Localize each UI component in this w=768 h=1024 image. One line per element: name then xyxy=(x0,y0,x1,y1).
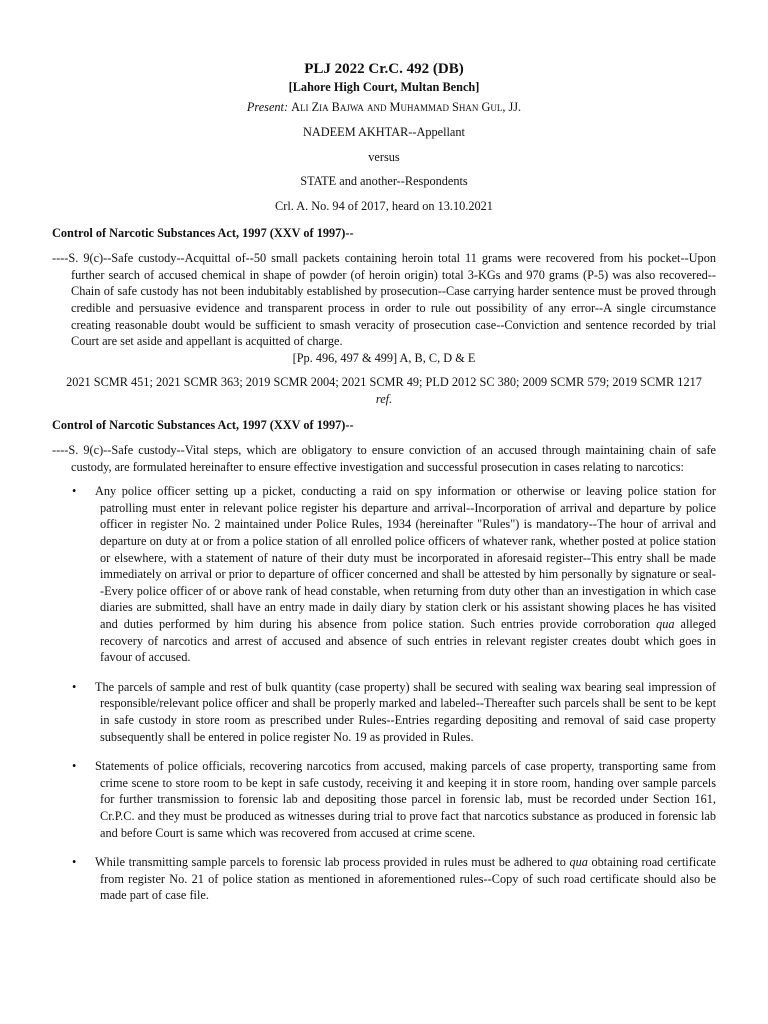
list-item-text: The parcels of sample and rest of bulk quantity (case property) shall be secured with sealing wax bearing seal impression of responsible/relevant police officer and shall be properly marked and labeled--Thereafter such parcels shall be sent to be kept in safe custody in store room as prescribed under Rules--Entries regarding depositing and removal of said case property subsequently shall be entered in police register No. 19 as provided in Rules. xyxy=(95,679,716,744)
bullet-marker: • xyxy=(72,855,77,870)
court-name: [Lahore High Court, Multan Bench] xyxy=(288,80,480,94)
statute-heading-1: Control of Narcotic Substances Act, 1997 (XXV of 1997)-- xyxy=(52,225,354,240)
list-item xyxy=(72,483,716,666)
bench-present xyxy=(52,99,716,116)
list-item xyxy=(72,679,716,745)
statute-heading-2: Control of Narcotic Substances Act, 1997 (XXV of 1997)-- xyxy=(52,417,354,432)
present-label: Present: xyxy=(246,99,289,114)
list-item-text: Statements of police officials, recovering narcotics from accused, making parcels of case property, transporting same from crime scene to store room to be kept in safe custody, receiving it and keeping it in store room, handing over sample parcels for further transmission to forensic lab and depositing those parcel in forensic lab, must be recorded under Section 161, Cr.P.C. and they must be produced as witnesses during trial to prove fact that narcotics substance as produced in forensic lab and before Court is same which was recovered from accused at crime scene. xyxy=(95,759,716,840)
list-item-text: Any police officer setting up a picket, conducting a raid on spy information or otherwise or leaving police station for patrolling must enter in relevant police register his departure and arrival--Incorporation of arrival and departure by police officer in register No. 2 maintained under Police Rules, 1934 (hereinafter "Rules") is mandatory--The hour of arrival and departure on duty at or from a police station of all enrolled police officers of whatever rank, whether posted at police station or elsewhere, with a statement of nature of their duty must be incorporated in aforesaid register--This entry shall be made immediately on arrival or prior to departure of officer concerned and shall be attested by him personally by signature or seal--Every police officer of or above rank of head constable, when returning from duty other than an investigation in which case diaries are submitted, shall have an entry made in daily diary by station clerk or his assistant showing places he has visited and duties performed by him during his absence from police station. Such entries provide corroboration qua alleged recovery of narcotics and arrest of accused and absence of such entries in relevant register creates doubt which goes in favour of accused. xyxy=(95,484,717,665)
headnote-2: ----S. 9(c)--Safe custody--Vital steps, which are obligatory to ensure conviction of an accused through maintaining chain of safe custody, are formulated hereinafter to ensure effective investigation and successful prosecution in cases relating to narcotics: xyxy=(52,443,716,474)
list-item xyxy=(72,854,716,904)
list-item xyxy=(72,758,716,841)
bullet-marker: • xyxy=(72,759,77,774)
bullet-marker: • xyxy=(72,679,77,694)
cases-cited xyxy=(62,374,706,407)
case-citation: PLJ 2022 Cr.C. 492 (DB) xyxy=(304,61,464,77)
judges-names: Ali Zia Bajwa and Muhammad Shan Gul, JJ. xyxy=(291,99,522,114)
versus-label: versus xyxy=(368,149,400,164)
respondents-name: STATE and another--Respondents xyxy=(300,174,468,189)
list-item-text: While transmitting sample parcels to forensic lab process provided in rules must be adhered to qua obtaining road certificate from register No. 21 of police station as mentioned in aforementioned rules--Copy of such road certificate should also be made part of case file. xyxy=(95,855,717,903)
vital-steps-list xyxy=(52,483,716,904)
pages-reference: [Pp. 496, 497 & 499] A, B, C, D & E xyxy=(292,350,476,365)
appellant-name: NADEEM AKHTAR--Appellant xyxy=(303,125,465,140)
bullet-marker: • xyxy=(72,484,77,499)
cases-ref-label: ref. xyxy=(375,391,393,406)
cases-list: 2021 SCMR 451; 2021 SCMR 363; 2019 SCMR 2004; 2021 SCMR 49; PLD 2012 SC 380; 2009 SCMR 579; 2019 SCMR 1217 xyxy=(66,375,702,390)
case-number: Crl. A. No. 94 of 2017, heard on 13.10.2021 xyxy=(275,198,493,213)
headnote-1: ----S. 9(c)--Safe custody--Acquittal of--50 small packets containing heroin total 11 grams were recovered from his pocket--Upon further search of accused chemical in shape of powder (of heroin origin) total 3-KGs and 970 grams (P-5) was also recovered--Chain of safe custody has not been indubitably established by prosecution--Case carrying harder sentence must be proved through credible and persuasive evidence and transparent process in order to rule out possibility of any error--A single circumstance creating reasonable doubt would be sufficient to smash veracity of prosecution case--Conviction and sentence recorded by trial Court are set aside and appellant is acquitted of charge. xyxy=(52,251,716,349)
